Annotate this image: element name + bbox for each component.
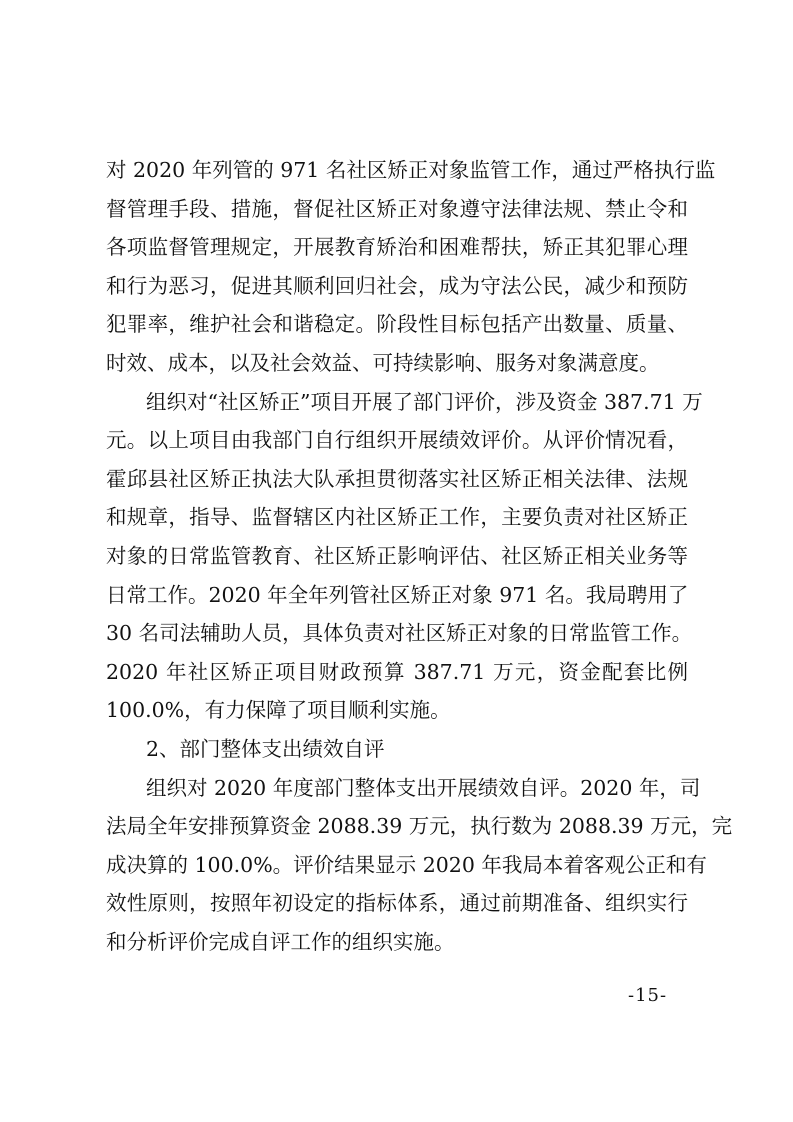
text-line: 犯罪率，维护社会和谐稳定。阶段性目标包括产出数量、质量、 — [106, 312, 688, 337]
page-number: -15- — [628, 985, 668, 1006]
text-line: 日常工作。2020 年全年列管社区矫正对象 971 名。我局聘用了 — [106, 582, 689, 607]
text-line: 霍邱县社区矫正执法大队承担贯彻落实社区矫正相关法律、法规 — [106, 466, 688, 491]
text-line: 组织对“社区矫正”项目开展了部门评价，涉及资金 387.71 万 — [146, 389, 703, 414]
text-line: 成决算的 100.0%。评价结果显示 2020 年我局本着客观公正和有 — [106, 852, 707, 877]
text-line: 法局全年安排预算资金 2088.39 万元，执行数为 2088.39 万元，完 — [106, 814, 733, 839]
text-line: 对象的日常监管教育、社区矫正影响评估、社区矫正相关业务等 — [106, 543, 688, 568]
section-heading: 2、部门整体支出绩效自评 — [146, 736, 385, 761]
text-line: 督管理手段、措施，督促社区矫正对象遵守法律法规、禁止令和 — [106, 196, 688, 221]
text-line: 各项监督管理规定，开展教育矫治和困难帮扶，矫正其犯罪心理 — [106, 235, 688, 260]
text-line: 元。以上项目由我部门自行组织开展绩效评价。从评价情况看， — [106, 428, 688, 453]
text-line: 和规章，指导、监督辖区内社区矫正工作，主要负责对社区矫正 — [106, 505, 688, 530]
text-line: 效性原则，按照年初设定的指标体系，通过前期准备、组织实行 — [106, 891, 688, 916]
text-line: 2020 年社区矫正项目财政预算 387.71 万元，资金配套比例 — [106, 659, 688, 684]
text-line: 30 名司法辅助人员，具体负责对社区矫正对象的日常监管工作。 — [106, 621, 693, 646]
text-line: 和分析评价完成自评工作的组织实施。 — [106, 929, 455, 954]
text-line: 100.0%，有力保障了项目顺利实施。 — [106, 698, 451, 723]
text-line: 对 2020 年列管的 971 名社区矫正对象监管工作，通过严格执行监 — [106, 158, 716, 182]
body-text — [106, 151, 733, 961]
text-line: 和行为恶习，促进其顺利回归社会，成为守法公民，减少和预防 — [106, 273, 688, 298]
text-line: 组织对 2020 年度部门整体支出开展绩效自评。2020 年，司 — [146, 775, 701, 800]
text-line: 时效、成本，以及社会效益、可持续影响、服务对象满意度。 — [106, 350, 660, 375]
